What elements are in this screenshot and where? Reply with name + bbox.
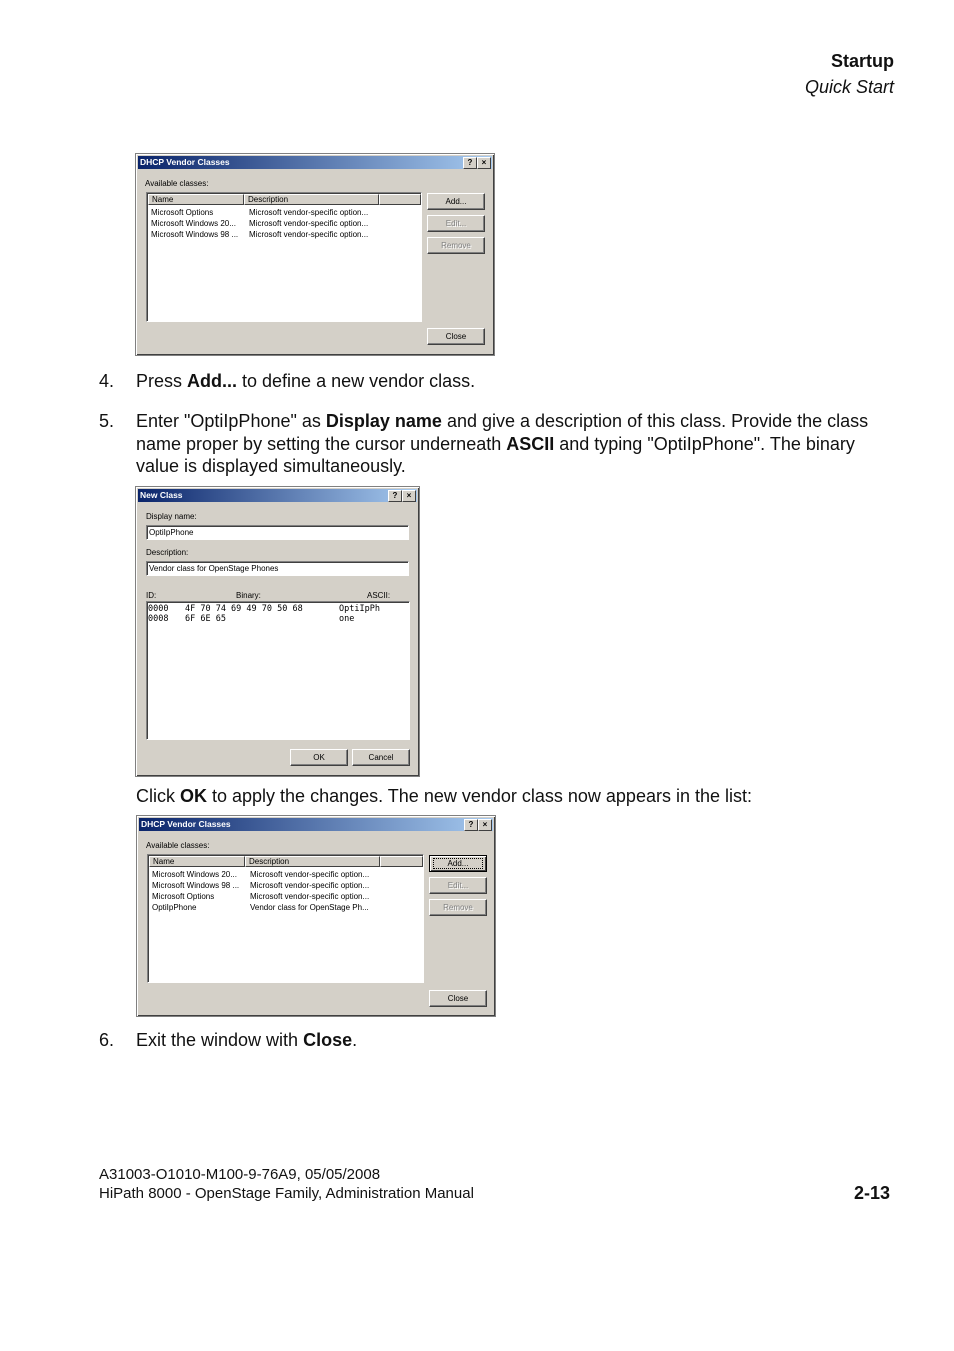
step-5 xyxy=(99,410,899,480)
list-item-description: Microsoft vendor-specific option... xyxy=(250,870,370,879)
remove-button[interactable]: Remove xyxy=(427,237,485,254)
column-header-name[interactable]: Name xyxy=(148,194,244,205)
close-icon[interactable]: × xyxy=(478,819,492,831)
column-header-description[interactable]: Description xyxy=(245,856,380,867)
binary-label: Binary: xyxy=(236,591,261,600)
vendor-class-list[interactable] xyxy=(147,854,424,983)
list-item[interactable]: Microsoft Windows 98 ... xyxy=(152,881,240,890)
ascii-label: ASCII: xyxy=(367,591,391,600)
list-item-description: Microsoft vendor-specific option... xyxy=(249,208,369,217)
list-item-description: Microsoft vendor-specific option... xyxy=(249,219,369,228)
binary-editor[interactable] xyxy=(146,601,410,740)
section-title: Startup xyxy=(831,51,894,71)
column-header-blank xyxy=(380,856,423,867)
step-4 xyxy=(99,370,899,394)
edit-button[interactable]: Edit... xyxy=(427,215,485,232)
list-item[interactable]: Microsoft Windows 20... xyxy=(151,219,236,228)
dialog-title: New Class xyxy=(140,490,183,500)
dialog-title: DHCP Vendor Classes xyxy=(141,819,231,829)
page-number: 2-13 xyxy=(853,1183,890,1203)
step-6 xyxy=(99,1029,899,1053)
title-bar xyxy=(139,818,493,831)
available-classes-label: Available classes: xyxy=(145,179,209,188)
list-item-description: Vendor class for OpenStage Ph... xyxy=(250,903,369,912)
close-icon[interactable]: × xyxy=(402,490,416,502)
list-item-description: Microsoft vendor-specific option... xyxy=(250,892,370,901)
close-button[interactable]: Close xyxy=(427,328,485,345)
step-text: Enter "OptiIpPhone" as Display name and give a description of this class. Provide the class name proper by setting the cursor underneath ASCII and typing "OptiIpPhone". The binary value is displayed simultaneously. xyxy=(136,411,869,476)
section-subtitle: Quick Start xyxy=(804,77,894,97)
available-classes-label: Available classes: xyxy=(146,841,210,850)
list-item[interactable]: Microsoft Options xyxy=(151,208,214,217)
column-header-blank xyxy=(379,194,421,205)
add-button[interactable]: Add... xyxy=(427,193,485,210)
hex-row-ascii[interactable]: OptiIpPh xyxy=(339,604,380,614)
list-item-description: Microsoft vendor-specific option... xyxy=(249,230,369,239)
description-label: Description: xyxy=(146,548,189,557)
hex-row-ascii[interactable]: one xyxy=(339,614,355,624)
help-icon[interactable]: ? xyxy=(388,490,402,502)
manual-title: HiPath 8000 - OpenStage Family, Administration Manual xyxy=(99,1185,474,1202)
vendor-class-list[interactable] xyxy=(146,192,422,322)
title-bar xyxy=(138,156,492,169)
close-icon[interactable]: × xyxy=(477,157,491,169)
dialog-title: DHCP Vendor Classes xyxy=(140,157,230,167)
display-name-label: Display name: xyxy=(146,512,197,521)
close-button[interactable]: Close xyxy=(429,990,487,1007)
help-icon[interactable]: ? xyxy=(464,819,478,831)
hex-row-binary[interactable]: 4F 70 74 69 49 70 50 68 xyxy=(185,604,303,614)
cancel-button[interactable]: Cancel xyxy=(352,749,410,766)
document-id: A31003-O1010-M100-9-76A9, 05/05/2008 xyxy=(99,1166,381,1183)
list-item-description: Microsoft vendor-specific option... xyxy=(250,881,370,890)
help-icon[interactable]: ? xyxy=(463,157,477,169)
ok-button[interactable]: OK xyxy=(290,749,348,766)
column-header-description[interactable]: Description xyxy=(244,194,379,205)
new-class-dialog xyxy=(135,486,420,777)
list-item[interactable]: Microsoft Windows 98 ... xyxy=(151,230,239,239)
step-text: Press Add... to define a new vendor class. xyxy=(136,371,476,391)
list-item[interactable]: Microsoft Options xyxy=(152,892,215,901)
dhcp-vendor-classes-dialog-updated xyxy=(136,815,496,1017)
description-input[interactable]: Vendor class for OpenStage Phones xyxy=(146,561,409,576)
step-number: 5. xyxy=(99,411,115,431)
title-bar xyxy=(138,489,417,502)
column-header-name[interactable]: Name xyxy=(149,856,245,867)
click-ok-instruction: Click OK to apply the changes. The new vendor class now appears in the list: xyxy=(136,786,752,806)
step-text: Exit the window with Close. xyxy=(136,1030,358,1050)
display-name-input[interactable]: OptiIpPhone xyxy=(146,525,409,540)
edit-button[interactable]: Edit... xyxy=(429,877,487,894)
step-number: 6. xyxy=(99,1030,115,1050)
list-item[interactable]: OptiIpPhone xyxy=(152,903,197,912)
add-button[interactable]: Add... xyxy=(429,855,487,872)
remove-button[interactable]: Remove xyxy=(429,899,487,916)
hex-row-id: 0008 xyxy=(148,614,169,624)
hex-row-binary[interactable]: 6F 6E 65 xyxy=(185,614,226,624)
step-number: 4. xyxy=(99,371,115,391)
hex-row-id: 0000 xyxy=(148,604,169,614)
list-item[interactable]: Microsoft Windows 20... xyxy=(152,870,237,879)
dhcp-vendor-classes-dialog xyxy=(135,153,495,356)
id-label: ID: xyxy=(146,591,157,600)
